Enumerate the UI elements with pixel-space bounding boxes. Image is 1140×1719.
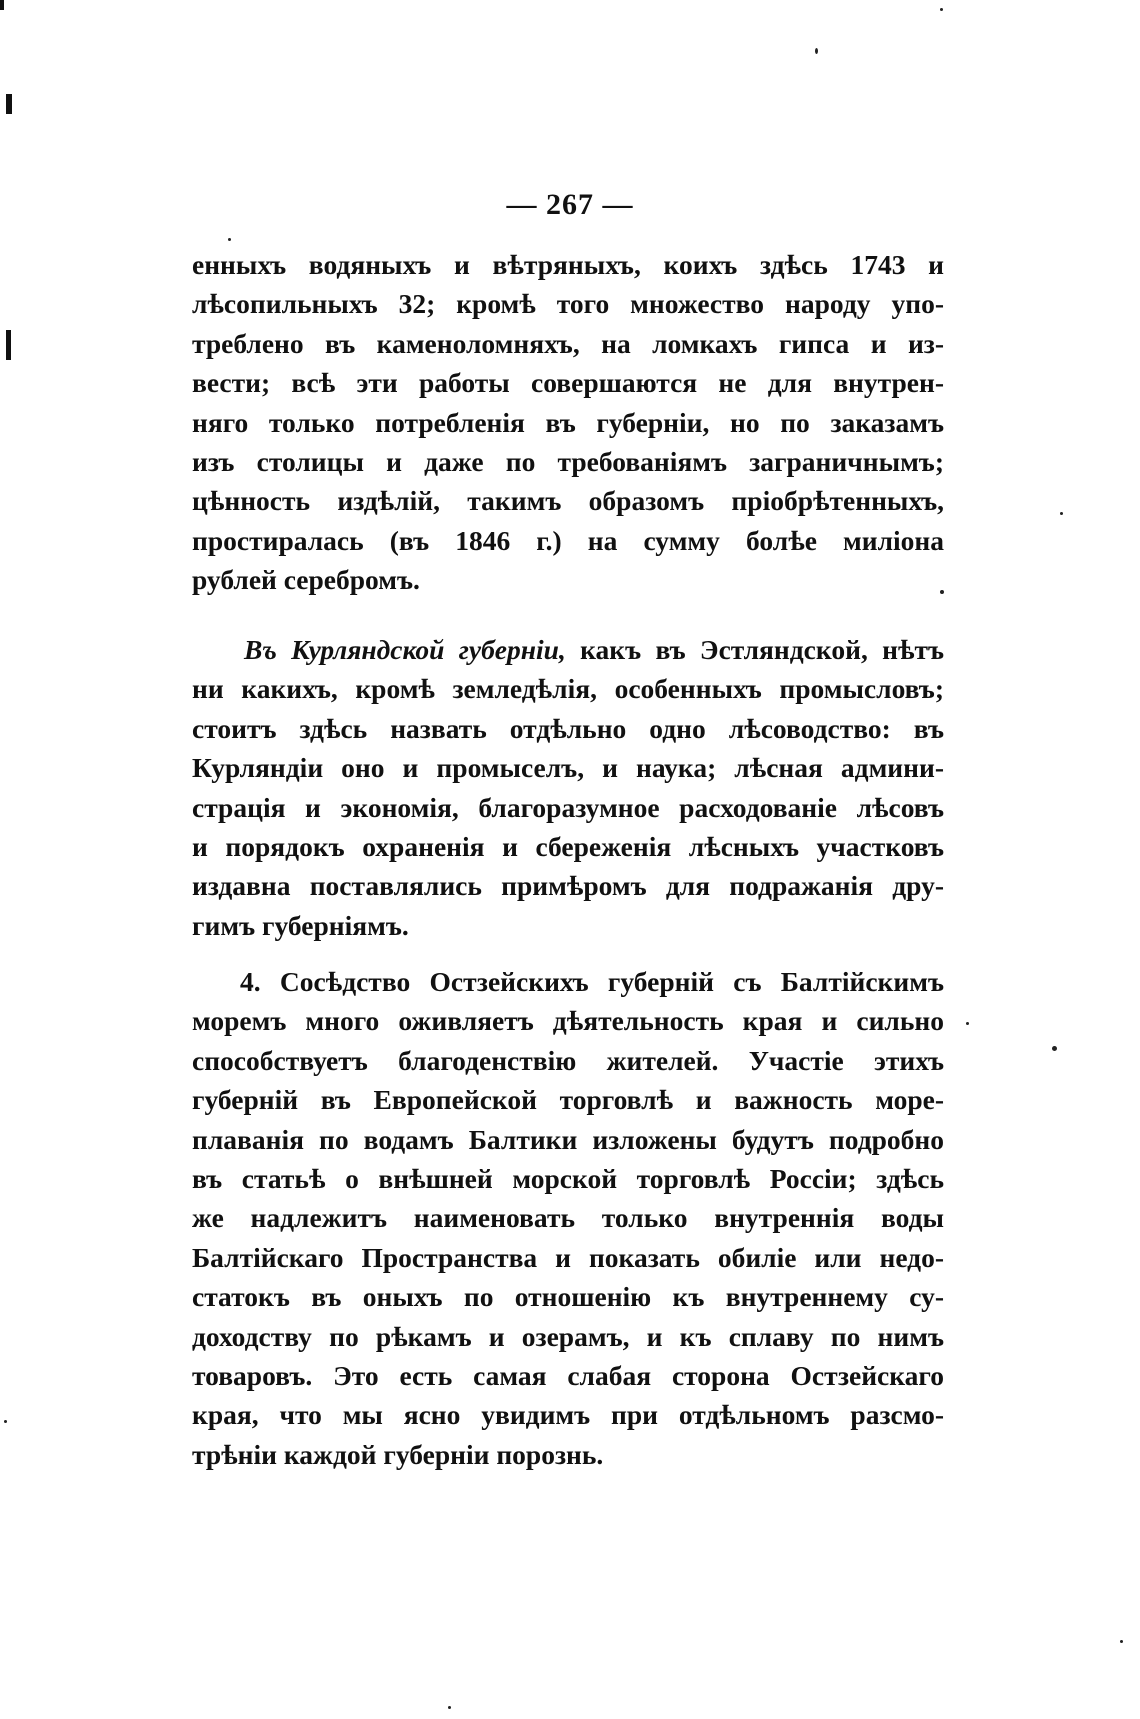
- text-line: простиралась (въ 1846 г.) на сумму болѣе миліона: [192, 524, 944, 556]
- text-line: моремъ много оживляетъ дѣятельность края и сильно: [192, 1005, 944, 1037]
- scan-speck: [940, 8, 943, 11]
- scan-speck: [815, 48, 818, 54]
- text-line: и порядокъ охраненія и сбереженія лѣсныхъ участковъ: [192, 830, 944, 862]
- text-line: въ статьѣ о внѣшней морской торговлѣ Россіи; здѣсь: [192, 1162, 944, 1194]
- text-line: края, что мы ясно увидимъ при отдѣльномъ разсмо-: [192, 1399, 944, 1431]
- text-line: доходству по рѣкамъ и озерамъ, и къ сплаву по нимъ: [192, 1320, 944, 1352]
- paragraph-1: [192, 245, 944, 600]
- text-line: стоитъ здѣсь назвать отдѣльно одно лѣсоводство: въ: [192, 712, 944, 744]
- text-line: Курляндіи оно и промыселъ, и наука; лѣсная админи-: [192, 752, 944, 784]
- text-line: треблено въ каменоломняхъ, на ломкахъ гипса и из-: [192, 327, 944, 359]
- text-line: изъ столицы и даже по требованіямъ заграничнымъ;: [192, 445, 944, 477]
- text-line: цѣнность издѣлій, такимъ образомъ пріобрѣтенныхъ,: [192, 485, 944, 517]
- text-line: губерній въ Европейской торговлѣ и важность море-: [192, 1084, 944, 1116]
- italic-lead: Въ Курляндской губерніи,: [244, 634, 566, 665]
- text-line: же надлежитъ наименовать только внутреннія воды: [192, 1202, 944, 1234]
- text-line: ни какихъ, кромѣ земледѣлія, особенныхъ промысловъ;: [192, 673, 944, 705]
- paragraph-2: [192, 630, 944, 945]
- text-line: [192, 630, 944, 669]
- text-line: страція и экономія, благоразумное расходованіе лѣсовъ: [192, 791, 944, 823]
- text-line: няго только потребленія въ губерніи, но по заказамъ: [192, 406, 944, 438]
- scan-mark-left-2: [6, 330, 11, 360]
- text-line: товаровъ. Это есть самая слабая сторона Остзейскаго: [192, 1359, 944, 1391]
- text-line: рублей серебромъ.: [192, 564, 420, 596]
- scan-speck: [448, 1706, 451, 1709]
- scan-speck: [940, 590, 944, 594]
- text-line: способствуетъ благоденствію жителей. Участіе этихъ: [192, 1044, 944, 1076]
- text-line: 4. Сосѣдство Остзейскихъ губерній съ Балтійскимъ: [240, 966, 944, 997]
- scan-speck: [1060, 512, 1063, 515]
- scan-speck: [4, 1420, 7, 1423]
- text-line: енныхъ водяныхъ и вѣтряныхъ, коихъ здѣсь 1743 и: [192, 249, 944, 280]
- scan-speck: [966, 1022, 969, 1025]
- text-line: вести; всѣ эти работы совершаются не для внутрен-: [192, 367, 944, 399]
- text-line: гимъ губерніямъ.: [192, 909, 409, 941]
- scan-mark-left-1: [6, 94, 12, 114]
- text-line: статокъ въ оныхъ по отношенію къ внутреннему су-: [192, 1281, 944, 1313]
- text-line: трѣніи каждой губерніи порознь.: [192, 1438, 604, 1470]
- first-line-rest: какъ въ Эстляндской, нѣтъ: [580, 634, 944, 665]
- paragraph-3: [192, 962, 944, 1474]
- text-line: издавна поставлялись примѣромъ для подражанія дру-: [192, 870, 944, 902]
- text-line: лѣсопильныхъ 32; кромѣ того множество народу упо-: [192, 288, 944, 320]
- text-line: Балтійскаго Пространства и показать обиліе или недо-: [192, 1241, 944, 1273]
- scan-speck: [1052, 1046, 1057, 1051]
- scan-speck: [1120, 1640, 1123, 1643]
- text-line: плаванія по водамъ Балтики изложены будутъ подробно: [192, 1123, 944, 1155]
- page-number: — 267 —: [506, 188, 634, 221]
- scan-mark-left-top: [0, 0, 4, 10]
- scan-speck: [228, 238, 231, 241]
